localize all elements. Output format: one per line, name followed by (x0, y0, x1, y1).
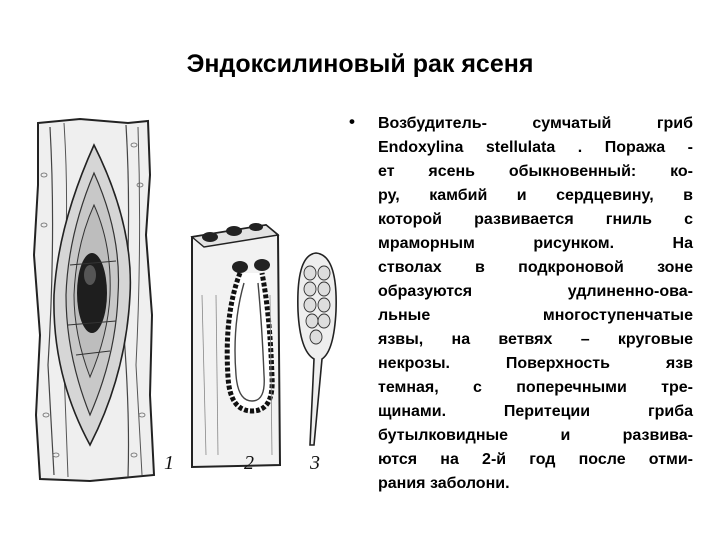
bullet-text (378, 112, 693, 496)
text-line: Endoxylina stellulata . Поража - (378, 139, 693, 156)
bullet-marker: • (349, 112, 355, 131)
text-line: стволах в подкроновой зоне (378, 259, 693, 276)
text-line: щинами. Перитеции гриба (378, 403, 693, 420)
text-line: рания заболони. (378, 475, 510, 492)
figure-illustration (30, 115, 342, 487)
text-line: ются на 2-й год после отми- (378, 451, 693, 468)
panel-3-ascus (298, 253, 336, 445)
text-line: некрозы. Поверхность язв (378, 355, 693, 372)
canker-drawing (30, 115, 342, 487)
panel-label-2: 2 (244, 452, 254, 474)
text-line: образуются удлиненно-ова- (378, 283, 693, 300)
text-line: ру, камбий и сердцевину, в (378, 187, 693, 204)
panel-1-bark-canker (34, 119, 154, 481)
text-line: язвы, на ветвях – круговые (378, 331, 693, 348)
text-line: темная, с поперечными тре- (378, 379, 693, 396)
slide-title: Эндоксилиновый рак ясеня (186, 50, 534, 78)
panel-2-perithecium-section (192, 223, 280, 467)
text-line: бутылковидные и развива- (378, 427, 693, 444)
text-line: Возбудитель- сумчатый гриб (378, 115, 693, 132)
text-line: мраморным рисунком. На (378, 235, 693, 252)
text-line: льные многоступенчатые (378, 307, 693, 324)
text-line: ет ясень обыкновенный: ко- (378, 163, 693, 180)
panel-label-1: 1 (164, 452, 174, 474)
text-line: которой развивается гниль с (378, 211, 693, 228)
panel-label-3: 3 (310, 452, 320, 474)
